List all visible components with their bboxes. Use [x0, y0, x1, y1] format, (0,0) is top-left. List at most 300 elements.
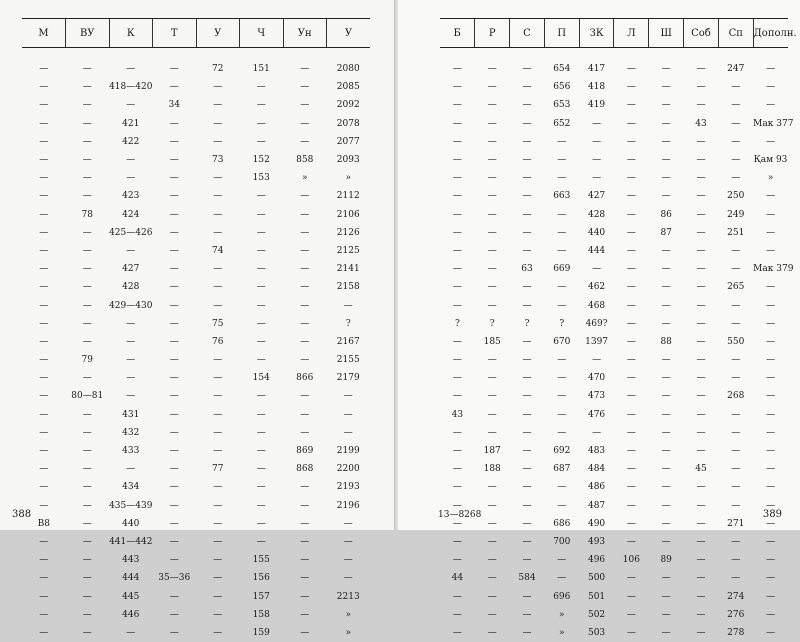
table-cell: — [684, 133, 719, 151]
table-cell: — [684, 515, 719, 533]
table-cell: — [283, 533, 327, 551]
table-row [440, 278, 788, 296]
table-cell: — [240, 387, 284, 405]
table-cell: — [153, 260, 197, 278]
table-cell: — [153, 424, 197, 442]
table-cell: — [153, 406, 197, 424]
table-cell: — [649, 442, 684, 460]
table-cell: — [649, 478, 684, 496]
table-row [440, 224, 788, 242]
table-cell: 2158 [327, 278, 371, 296]
table-cell: — [66, 424, 110, 442]
table-row [440, 624, 788, 642]
table-cell: — [684, 587, 719, 605]
table-cell: — [240, 460, 284, 478]
table-cell: 419 [579, 96, 614, 114]
table-cell: 663 [544, 187, 579, 205]
table-cell: — [614, 533, 649, 551]
table-cell: — [614, 442, 649, 460]
table-cell: — [109, 460, 153, 478]
table-cell: 868 [283, 460, 327, 478]
table-row [22, 424, 370, 442]
table-cell: — [66, 478, 110, 496]
table-cell: — [283, 606, 327, 624]
left-table [22, 18, 370, 642]
spacer-cell [440, 48, 788, 61]
table-cell: — [753, 96, 788, 114]
table-cell: В8 [22, 515, 66, 533]
table-cell: — [510, 478, 545, 496]
right-page [398, 0, 800, 530]
table-cell: — [614, 587, 649, 605]
table-cell: — [753, 551, 788, 569]
table-cell: ? [327, 315, 371, 333]
table-cell: 502 [579, 606, 614, 624]
table-row [440, 169, 788, 187]
table-cell: — [753, 369, 788, 387]
table-row [22, 115, 370, 133]
table-cell: — [440, 260, 475, 278]
table-cell: — [614, 333, 649, 351]
table-cell: — [66, 260, 110, 278]
table-cell: — [718, 151, 753, 169]
table-cell: — [475, 96, 510, 114]
table-cell: ? [440, 315, 475, 333]
table-cell: — [579, 351, 614, 369]
table-cell: — [614, 242, 649, 260]
table-cell: — [510, 460, 545, 478]
table-cell: 88 [649, 333, 684, 351]
table-cell: — [649, 60, 684, 78]
table-cell: — [440, 96, 475, 114]
table-cell: 74 [196, 242, 240, 260]
table-cell: — [22, 315, 66, 333]
table-cell: — [510, 497, 545, 515]
table-cell: — [649, 96, 684, 114]
table-cell: 2179 [327, 369, 371, 387]
table-cell: Мак 379 [753, 260, 788, 278]
table-cell: — [753, 387, 788, 405]
table-cell: — [684, 442, 719, 460]
table-cell: — [196, 515, 240, 533]
table-cell: — [510, 369, 545, 387]
table-cell: — [440, 515, 475, 533]
table-cell: — [196, 442, 240, 460]
table-cell: — [510, 115, 545, 133]
table-cell: 429—430 [109, 296, 153, 314]
table-cell: — [684, 169, 719, 187]
table-cell: 185 [475, 333, 510, 351]
table-cell: — [109, 151, 153, 169]
table-cell: 421 [109, 115, 153, 133]
table-cell: — [153, 460, 197, 478]
table-cell: 425—426 [109, 224, 153, 242]
table-cell: — [153, 624, 197, 642]
table-cell: — [544, 497, 579, 515]
table-cell: — [66, 624, 110, 642]
table-cell: 276 [718, 606, 753, 624]
table-cell: — [196, 133, 240, 151]
table-cell: 2085 [327, 78, 371, 96]
table-cell: — [614, 115, 649, 133]
table-cell: 274 [718, 587, 753, 605]
table-cell: — [649, 369, 684, 387]
table-cell: — [614, 497, 649, 515]
table-cell: 2092 [327, 96, 371, 114]
table-cell: — [649, 460, 684, 478]
table-cell: 652 [544, 115, 579, 133]
table-cell: — [440, 587, 475, 605]
table-cell: — [614, 60, 649, 78]
table-cell: — [614, 351, 649, 369]
table-cell: — [153, 206, 197, 224]
table-cell: 2078 [327, 115, 371, 133]
table-cell: — [66, 551, 110, 569]
table-row [440, 260, 788, 278]
table-row [22, 587, 370, 605]
table-row [440, 151, 788, 169]
table-cell: 2112 [327, 187, 371, 205]
table-cell: — [684, 278, 719, 296]
table-cell: — [544, 242, 579, 260]
table-cell: — [22, 606, 66, 624]
table-cell: Мак 377 [753, 115, 788, 133]
table-cell: — [22, 424, 66, 442]
table-cell: — [196, 424, 240, 442]
table-cell: — [684, 315, 719, 333]
table-row [440, 60, 788, 78]
table-cell: — [66, 296, 110, 314]
table-cell: 43 [684, 115, 719, 133]
column-header: Ч [240, 19, 284, 48]
table-cell: — [649, 187, 684, 205]
table-cell: — [153, 296, 197, 314]
table-row [22, 315, 370, 333]
table-cell: 428 [579, 206, 614, 224]
table-cell: — [196, 278, 240, 296]
table-cell: — [579, 133, 614, 151]
table-cell: 468 [579, 296, 614, 314]
table-row [440, 78, 788, 96]
table-cell: — [22, 533, 66, 551]
table-cell: — [240, 406, 284, 424]
table-cell: — [22, 96, 66, 114]
table-row [22, 533, 370, 551]
table-cell: — [510, 151, 545, 169]
table-cell: — [440, 624, 475, 642]
table-cell: 432 [109, 424, 153, 442]
table-cell: — [544, 569, 579, 587]
table-cell: — [475, 187, 510, 205]
table-cell: 501 [579, 587, 614, 605]
table-cell: — [327, 296, 371, 314]
table-row [440, 442, 788, 460]
table-cell: — [327, 533, 371, 551]
table-cell: — [510, 424, 545, 442]
table-cell: — [283, 387, 327, 405]
table-row [22, 151, 370, 169]
table-cell: — [510, 278, 545, 296]
table-cell: — [153, 351, 197, 369]
table-cell: — [475, 606, 510, 624]
table-cell: — [510, 551, 545, 569]
table-cell: 265 [718, 278, 753, 296]
table-cell: — [753, 424, 788, 442]
table-cell: Қам 93 [753, 151, 788, 169]
table-cell: — [327, 406, 371, 424]
table-cell: — [684, 478, 719, 496]
table-row [22, 333, 370, 351]
table-cell: — [684, 187, 719, 205]
table-cell: — [544, 169, 579, 187]
table-cell: — [440, 460, 475, 478]
table-cell: — [718, 569, 753, 587]
table-cell: — [684, 606, 719, 624]
table-cell: — [240, 351, 284, 369]
table-cell: — [684, 78, 719, 96]
table-cell: — [684, 551, 719, 569]
table-cell: — [196, 497, 240, 515]
table-cell: — [510, 296, 545, 314]
table-cell: — [510, 606, 545, 624]
table-cell: 73 [196, 151, 240, 169]
table-cell: — [109, 387, 153, 405]
table-cell: — [66, 569, 110, 587]
table-row [440, 460, 788, 478]
table-cell: — [66, 78, 110, 96]
table-cell: 669 [544, 260, 579, 278]
table-cell: — [684, 569, 719, 587]
table-cell: 89 [649, 551, 684, 569]
table-cell: 1397 [579, 333, 614, 351]
table-cell: — [614, 387, 649, 405]
table-cell: — [283, 260, 327, 278]
table-row [440, 587, 788, 605]
table-cell: 153 [240, 169, 284, 187]
table-cell: — [153, 60, 197, 78]
table-cell: 2141 [327, 260, 371, 278]
table-cell: — [614, 624, 649, 642]
table-cell: — [510, 60, 545, 78]
table-cell: — [753, 478, 788, 496]
table-cell: — [66, 115, 110, 133]
table-row [440, 424, 788, 442]
table-cell: 503 [579, 624, 614, 642]
table-cell: 440 [579, 224, 614, 242]
table-cell: — [440, 133, 475, 151]
table-cell: — [440, 387, 475, 405]
table-cell: — [283, 497, 327, 515]
table-cell: — [614, 515, 649, 533]
table-cell: — [283, 187, 327, 205]
table-cell: — [475, 533, 510, 551]
column-header: ВУ [66, 19, 110, 48]
table-cell: — [283, 224, 327, 242]
table-cell: 2213 [327, 587, 371, 605]
table-cell: — [153, 515, 197, 533]
table-cell: — [718, 96, 753, 114]
table-cell: — [510, 333, 545, 351]
table-cell: — [475, 296, 510, 314]
table-cell: — [475, 497, 510, 515]
right-table-header [440, 19, 788, 48]
column-header: К [109, 19, 153, 48]
table-cell: — [510, 96, 545, 114]
table-cell: — [22, 151, 66, 169]
table-cell: — [22, 351, 66, 369]
table-cell: — [283, 242, 327, 260]
table-cell: 443 [109, 551, 153, 569]
table-cell: — [440, 442, 475, 460]
table-cell: 446 [109, 606, 153, 624]
table-cell: — [153, 478, 197, 496]
table-cell: — [22, 224, 66, 242]
table-row [440, 497, 788, 515]
table-cell: — [153, 315, 197, 333]
table-cell: — [475, 424, 510, 442]
table-cell: — [579, 260, 614, 278]
table-cell: — [22, 187, 66, 205]
table-cell: — [109, 333, 153, 351]
table-cell: — [22, 169, 66, 187]
table-cell: — [718, 497, 753, 515]
table-cell: — [718, 406, 753, 424]
table-row [440, 606, 788, 624]
table-cell: — [475, 224, 510, 242]
table-cell: 268 [718, 387, 753, 405]
table-cell: — [196, 187, 240, 205]
table-cell: 493 [579, 533, 614, 551]
table-cell: — [283, 133, 327, 151]
table-cell: — [544, 151, 579, 169]
table-cell: — [66, 224, 110, 242]
table-cell: 444 [579, 242, 614, 260]
table-cell: — [440, 296, 475, 314]
table-row [22, 460, 370, 478]
table-cell: 43 [440, 406, 475, 424]
table-cell: — [440, 60, 475, 78]
table-cell: 550 [718, 333, 753, 351]
table-cell: — [153, 369, 197, 387]
table-cell: — [196, 169, 240, 187]
column-header: Сп [718, 19, 753, 48]
table-cell: — [475, 406, 510, 424]
table-cell: — [475, 569, 510, 587]
table-row [440, 315, 788, 333]
table-cell: — [22, 260, 66, 278]
table-cell: — [718, 478, 753, 496]
table-cell: 869 [283, 442, 327, 460]
table-row [440, 515, 788, 533]
table-cell: — [544, 387, 579, 405]
table-cell: — [22, 442, 66, 460]
table-cell: 2077 [327, 133, 371, 151]
table-cell: » [283, 169, 327, 187]
table-cell: — [327, 569, 371, 587]
table-cell: — [510, 133, 545, 151]
table-cell: — [283, 78, 327, 96]
table-cell: — [579, 151, 614, 169]
table-cell: — [649, 624, 684, 642]
table-cell: — [753, 296, 788, 314]
table-cell: 157 [240, 587, 284, 605]
table-cell: — [240, 115, 284, 133]
table-cell: — [684, 333, 719, 351]
table-row [22, 551, 370, 569]
table-cell: — [475, 260, 510, 278]
table-cell: — [718, 460, 753, 478]
table-cell: 77 [196, 460, 240, 478]
table-cell: — [649, 587, 684, 605]
table-cell: — [240, 333, 284, 351]
table-cell: — [510, 533, 545, 551]
table-cell: — [66, 96, 110, 114]
table-cell: 44 [440, 569, 475, 587]
table-cell: — [753, 515, 788, 533]
table-cell: 2196 [327, 497, 371, 515]
table-cell: 434 [109, 478, 153, 496]
table-row [22, 442, 370, 460]
left-table-header [22, 19, 370, 48]
table-cell: — [649, 296, 684, 314]
table-row [22, 60, 370, 78]
table-cell: — [475, 478, 510, 496]
table-cell: — [66, 187, 110, 205]
table-cell: — [544, 133, 579, 151]
table-cell: — [614, 478, 649, 496]
table-cell: — [684, 533, 719, 551]
table-cell: — [66, 533, 110, 551]
table-cell: — [475, 206, 510, 224]
table-cell: — [718, 551, 753, 569]
left-page-number: 388 [12, 509, 31, 520]
table-cell: — [240, 96, 284, 114]
table-cell: — [753, 587, 788, 605]
table-cell: — [327, 515, 371, 533]
table-cell: — [753, 60, 788, 78]
table-row [440, 369, 788, 387]
table-cell: — [440, 224, 475, 242]
table-cell: — [614, 406, 649, 424]
table-cell: 418—420 [109, 78, 153, 96]
table-row [440, 551, 788, 569]
table-cell: — [718, 315, 753, 333]
table-cell: — [579, 115, 614, 133]
table-cell: — [283, 315, 327, 333]
table-cell: 483 [579, 442, 614, 460]
table-cell: — [684, 369, 719, 387]
table-cell: — [240, 533, 284, 551]
column-header: ЗК [579, 19, 614, 48]
table-cell: — [614, 133, 649, 151]
table-cell: — [240, 260, 284, 278]
table-cell: — [614, 78, 649, 96]
table-cell: — [327, 551, 371, 569]
column-header: П [544, 19, 579, 48]
table-cell: — [475, 624, 510, 642]
table-cell: — [753, 406, 788, 424]
table-cell: 156 [240, 569, 284, 587]
table-cell: 484 [579, 460, 614, 478]
table-cell: ? [475, 315, 510, 333]
column-header: У [327, 19, 371, 48]
table-cell: 469? [579, 315, 614, 333]
table-row [22, 96, 370, 114]
table-cell: — [22, 60, 66, 78]
table-cell: — [109, 169, 153, 187]
table-row [22, 515, 370, 533]
table-cell: — [196, 206, 240, 224]
